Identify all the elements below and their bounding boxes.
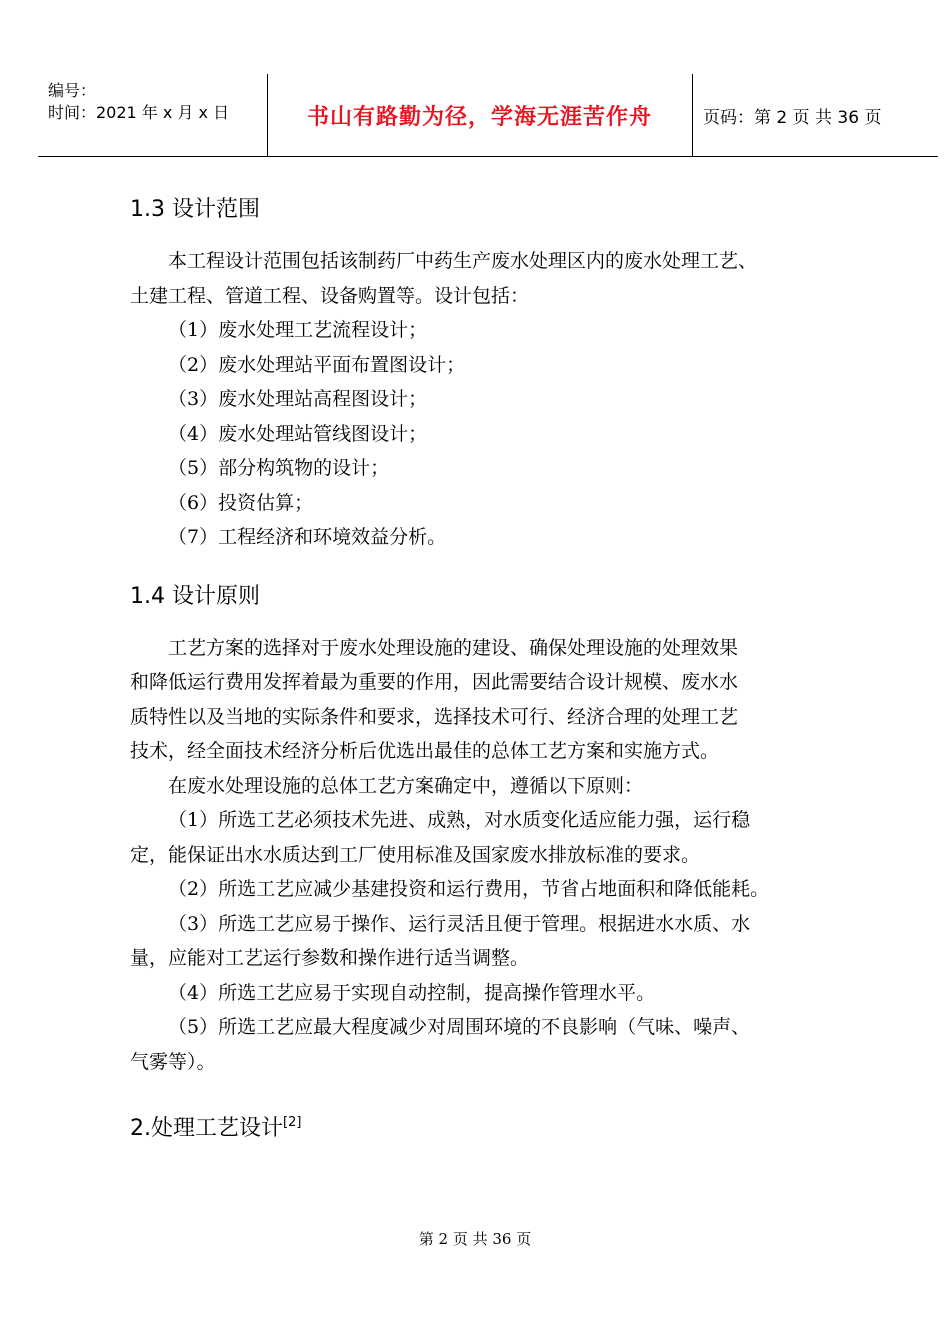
list-item: （7）工程经济和环境效益分析。 <box>168 526 447 548</box>
list-item: （2）废水处理站平面布置图设计； <box>168 353 466 376</box>
principle-line: 定，能保证出水水质达到工厂使用标准及国家废水排放标准的要求。 <box>130 843 701 866</box>
principle-line: （3）所选工艺应易于操作、运行灵活且便于管理。根据进水水质、水 <box>168 912 751 935</box>
paragraph-line: 和降低运行费用发挥着最为重要的作用，因此需要结合设计规模、废水水 <box>130 671 739 693</box>
principle-line: （5）所选工艺应最大程度减少对周围环境的不良影响（气味、噪声、 <box>168 1016 751 1038</box>
header-motto: 书山有路勤为径，学海无涯苦作舟 <box>306 104 652 130</box>
list-item: （6）投资估算； <box>168 491 314 514</box>
principle-line: （4）所选工艺应易于实现自动控制，提高操作管理水平。 <box>168 981 656 1004</box>
document-time-label: 时间：2021 年 x 月 x 日 <box>48 103 230 122</box>
document-number-label: 编号： <box>48 81 97 100</box>
list-item: （4）废水处理站管线图设计； <box>168 422 428 445</box>
section-heading-2-text: 2.处理工艺设计 <box>130 1116 283 1141</box>
paragraph-line: 技术，经全面技术经济分析后优选出最佳的总体工艺方案和实施方式。 <box>130 740 720 762</box>
citation-marker: [2] <box>283 1115 302 1130</box>
page-header <box>38 74 938 157</box>
principle-line: 量，应能对工艺运行参数和操作进行适当调整。 <box>130 947 530 969</box>
paragraph-line: 土建工程、管道工程、设备购置等。设计包括： <box>130 284 530 307</box>
principle-line: （2）所选工艺应减少基建投资和运行费用，节省占地面积和降低能耗。 <box>168 878 770 900</box>
paragraph-line: 工艺方案的选择对于废水处理设施的建设、确保处理设施的处理效果 <box>168 636 739 659</box>
section-heading-1-4: 1.4 设计原则 <box>130 583 260 609</box>
page-footer: 第 2 页 共 36 页 <box>418 1230 532 1248</box>
section-heading-2 <box>130 1109 850 1149</box>
list-item: （5）部分构筑物的设计； <box>168 457 390 479</box>
principle-line: （1）所选工艺必须技术先进、成熟，对水质变化适应能力强，运行稳 <box>168 809 751 831</box>
paragraph-line: 在废水处理设施的总体工艺方案确定中，遵循以下原则： <box>168 774 644 797</box>
list-item: （1）废水处理工艺流程设计； <box>168 319 428 341</box>
paragraph-line: 质特性以及当地的实际条件和要求，选择技术可行、经济合理的处理工艺 <box>130 705 739 728</box>
header-meta <box>48 80 229 124</box>
list-item: （3）废水处理站高程图设计； <box>168 388 428 410</box>
header-page-info: 页码：第 2 页 共 36 页 <box>703 107 882 128</box>
paragraph-line: 本工程设计范围包括该制药厂中药生产废水处理区内的废水处理工艺、 <box>168 250 758 272</box>
document-body <box>130 190 850 1149</box>
section-heading-1-3: 1.3 设计范围 <box>130 197 260 222</box>
header-divider <box>692 74 693 156</box>
principle-line: 气雾等）。 <box>130 1050 216 1073</box>
